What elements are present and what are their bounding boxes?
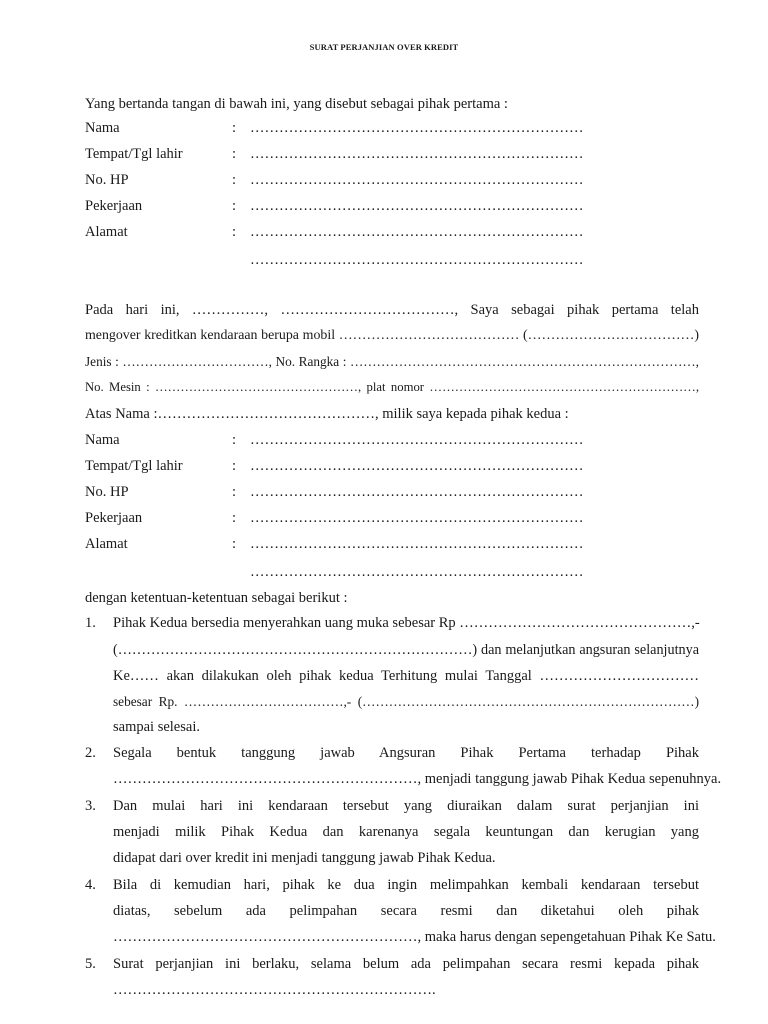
second-party-alamat-label: Alamat — [85, 536, 128, 552]
colon: : — [232, 510, 237, 526]
first-party-hp-blank: …………………………………………………………… — [250, 172, 584, 188]
item-line: …………………………………………………………. — [113, 982, 436, 998]
item-line: menjadi milik Pihak Kedua dan karenanya segala keuntungan dan kerugian yang — [113, 824, 699, 840]
first-party-ttl-blank: …………………………………………………………… — [250, 146, 584, 162]
item-line: ………………………………………………………, menjadi tanggung jawab Pihak Kedua sepenuhnya. — [113, 771, 722, 787]
second-party-alamat-blank-2: …………………………………………………………… — [250, 564, 584, 580]
colon: : — [232, 432, 237, 448]
first-party-nama-label: Nama — [85, 120, 120, 136]
colon: : — [232, 120, 237, 136]
item-number: 1. — [85, 615, 96, 631]
item-line: sampai selesai. — [113, 719, 200, 735]
first-party-ttl-label: Tempat/Tgl lahir — [85, 146, 183, 162]
first-party-pekerjaan-label: Pekerjaan — [85, 198, 143, 214]
document-title: SURAT PERJANJIAN OVER KREDIT — [309, 42, 459, 52]
item-line: ………………………………………………………, maka harus dengan sepengetahuan Pihak Ke Satu. — [113, 929, 716, 945]
second-party-pekerjaan-blank: …………………………………………………………… — [250, 510, 584, 526]
second-party-nama-label: Nama — [85, 432, 120, 448]
colon: : — [232, 458, 237, 474]
colon: : — [232, 484, 237, 500]
paragraph-line: Jenis : ……………………………, No. Rangka : ……………………………………………………………………, — [85, 354, 699, 369]
item-number: 2. — [85, 745, 96, 761]
first-party-alamat-blank: …………………………………………………………… — [250, 224, 584, 240]
second-party-pekerjaan-label: Pekerjaan — [85, 510, 143, 526]
first-party-alamat-blank-2: …………………………………………………………… — [250, 252, 584, 268]
item-line: Bila di kemudian hari, pihak ke dua ingin melimpahkan kembali kendaraan tersebut — [113, 877, 699, 893]
first-party-nama-blank: …………………………………………………………… — [250, 120, 584, 136]
first-party-hp-label: No. HP — [85, 172, 129, 188]
item-number: 3. — [85, 798, 96, 814]
item-line: didapat dari over kredit ini menjadi tanggung jawab Pihak Kedua. — [113, 850, 496, 866]
second-party-hp-label: No. HP — [85, 484, 129, 500]
paragraph-line: Atas Nama :………………………………………, milik saya kepada pihak kedua : — [85, 406, 569, 422]
second-party-hp-blank: …………………………………………………………… — [250, 484, 584, 500]
item-number: 4. — [85, 877, 96, 893]
item-line: sebesar Rp. ………………………………,- (…………………………………………………………………) — [113, 694, 699, 709]
colon: : — [232, 146, 237, 162]
item-line: Ke…… akan dilakukan oleh pihak kedua Terhitung mulai Tanggal …………………………… — [113, 668, 699, 684]
paragraph-line: No. Mesin : …………………………………………, plat nomor ………………………………………………………, — [85, 380, 699, 394]
second-party-alamat-blank: …………………………………………………………… — [250, 536, 584, 552]
paragraph-line: Pada hari ini, ……………, ………………………………, Saya sebagai pihak pertama telah — [85, 302, 699, 318]
first-party-alamat-label: Alamat — [85, 224, 128, 240]
colon: : — [232, 172, 237, 188]
colon: : — [232, 224, 237, 240]
item-line: Surat perjanjian ini berlaku, selama belum ada pelimpahan secara resmi kepada pihak — [113, 956, 699, 972]
intro-text: Yang bertanda tangan di bawah ini, yang disebut sebagai pihak pertama : — [85, 96, 508, 112]
item-line: Pihak Kedua bersedia menyerahkan uang muka sebesar Rp …………………………………………,- — [113, 615, 700, 631]
item-line: (…………………………………………………………………) dan melanjutkan angsuran selanjutnya — [113, 642, 699, 658]
second-party-ttl-label: Tempat/Tgl lahir — [85, 458, 183, 474]
paragraph-line: mengover kreditkan kendaraan berupa mobil ………………………………… (………………………………) — [85, 328, 699, 343]
conditions-intro: dengan ketentuan-ketentuan sebagai berikut : — [85, 590, 348, 606]
item-line: Dan mulai hari ini kendaraan tersebut yang diuraikan dalam surat perjanjian ini — [113, 798, 699, 814]
first-party-pekerjaan-blank: …………………………………………………………… — [250, 198, 584, 214]
colon: : — [232, 536, 237, 552]
second-party-nama-blank: …………………………………………………………… — [250, 432, 584, 448]
colon: : — [232, 198, 237, 214]
item-line: Segala bentuk tanggung jawab Angsuran Pihak Pertama terhadap Pihak — [113, 745, 699, 761]
item-line: diatas, sebelum ada pelimpahan secara resmi dan diketahui oleh pihak — [113, 903, 699, 919]
second-party-ttl-blank: …………………………………………………………… — [250, 458, 584, 474]
item-number: 5. — [85, 956, 96, 972]
